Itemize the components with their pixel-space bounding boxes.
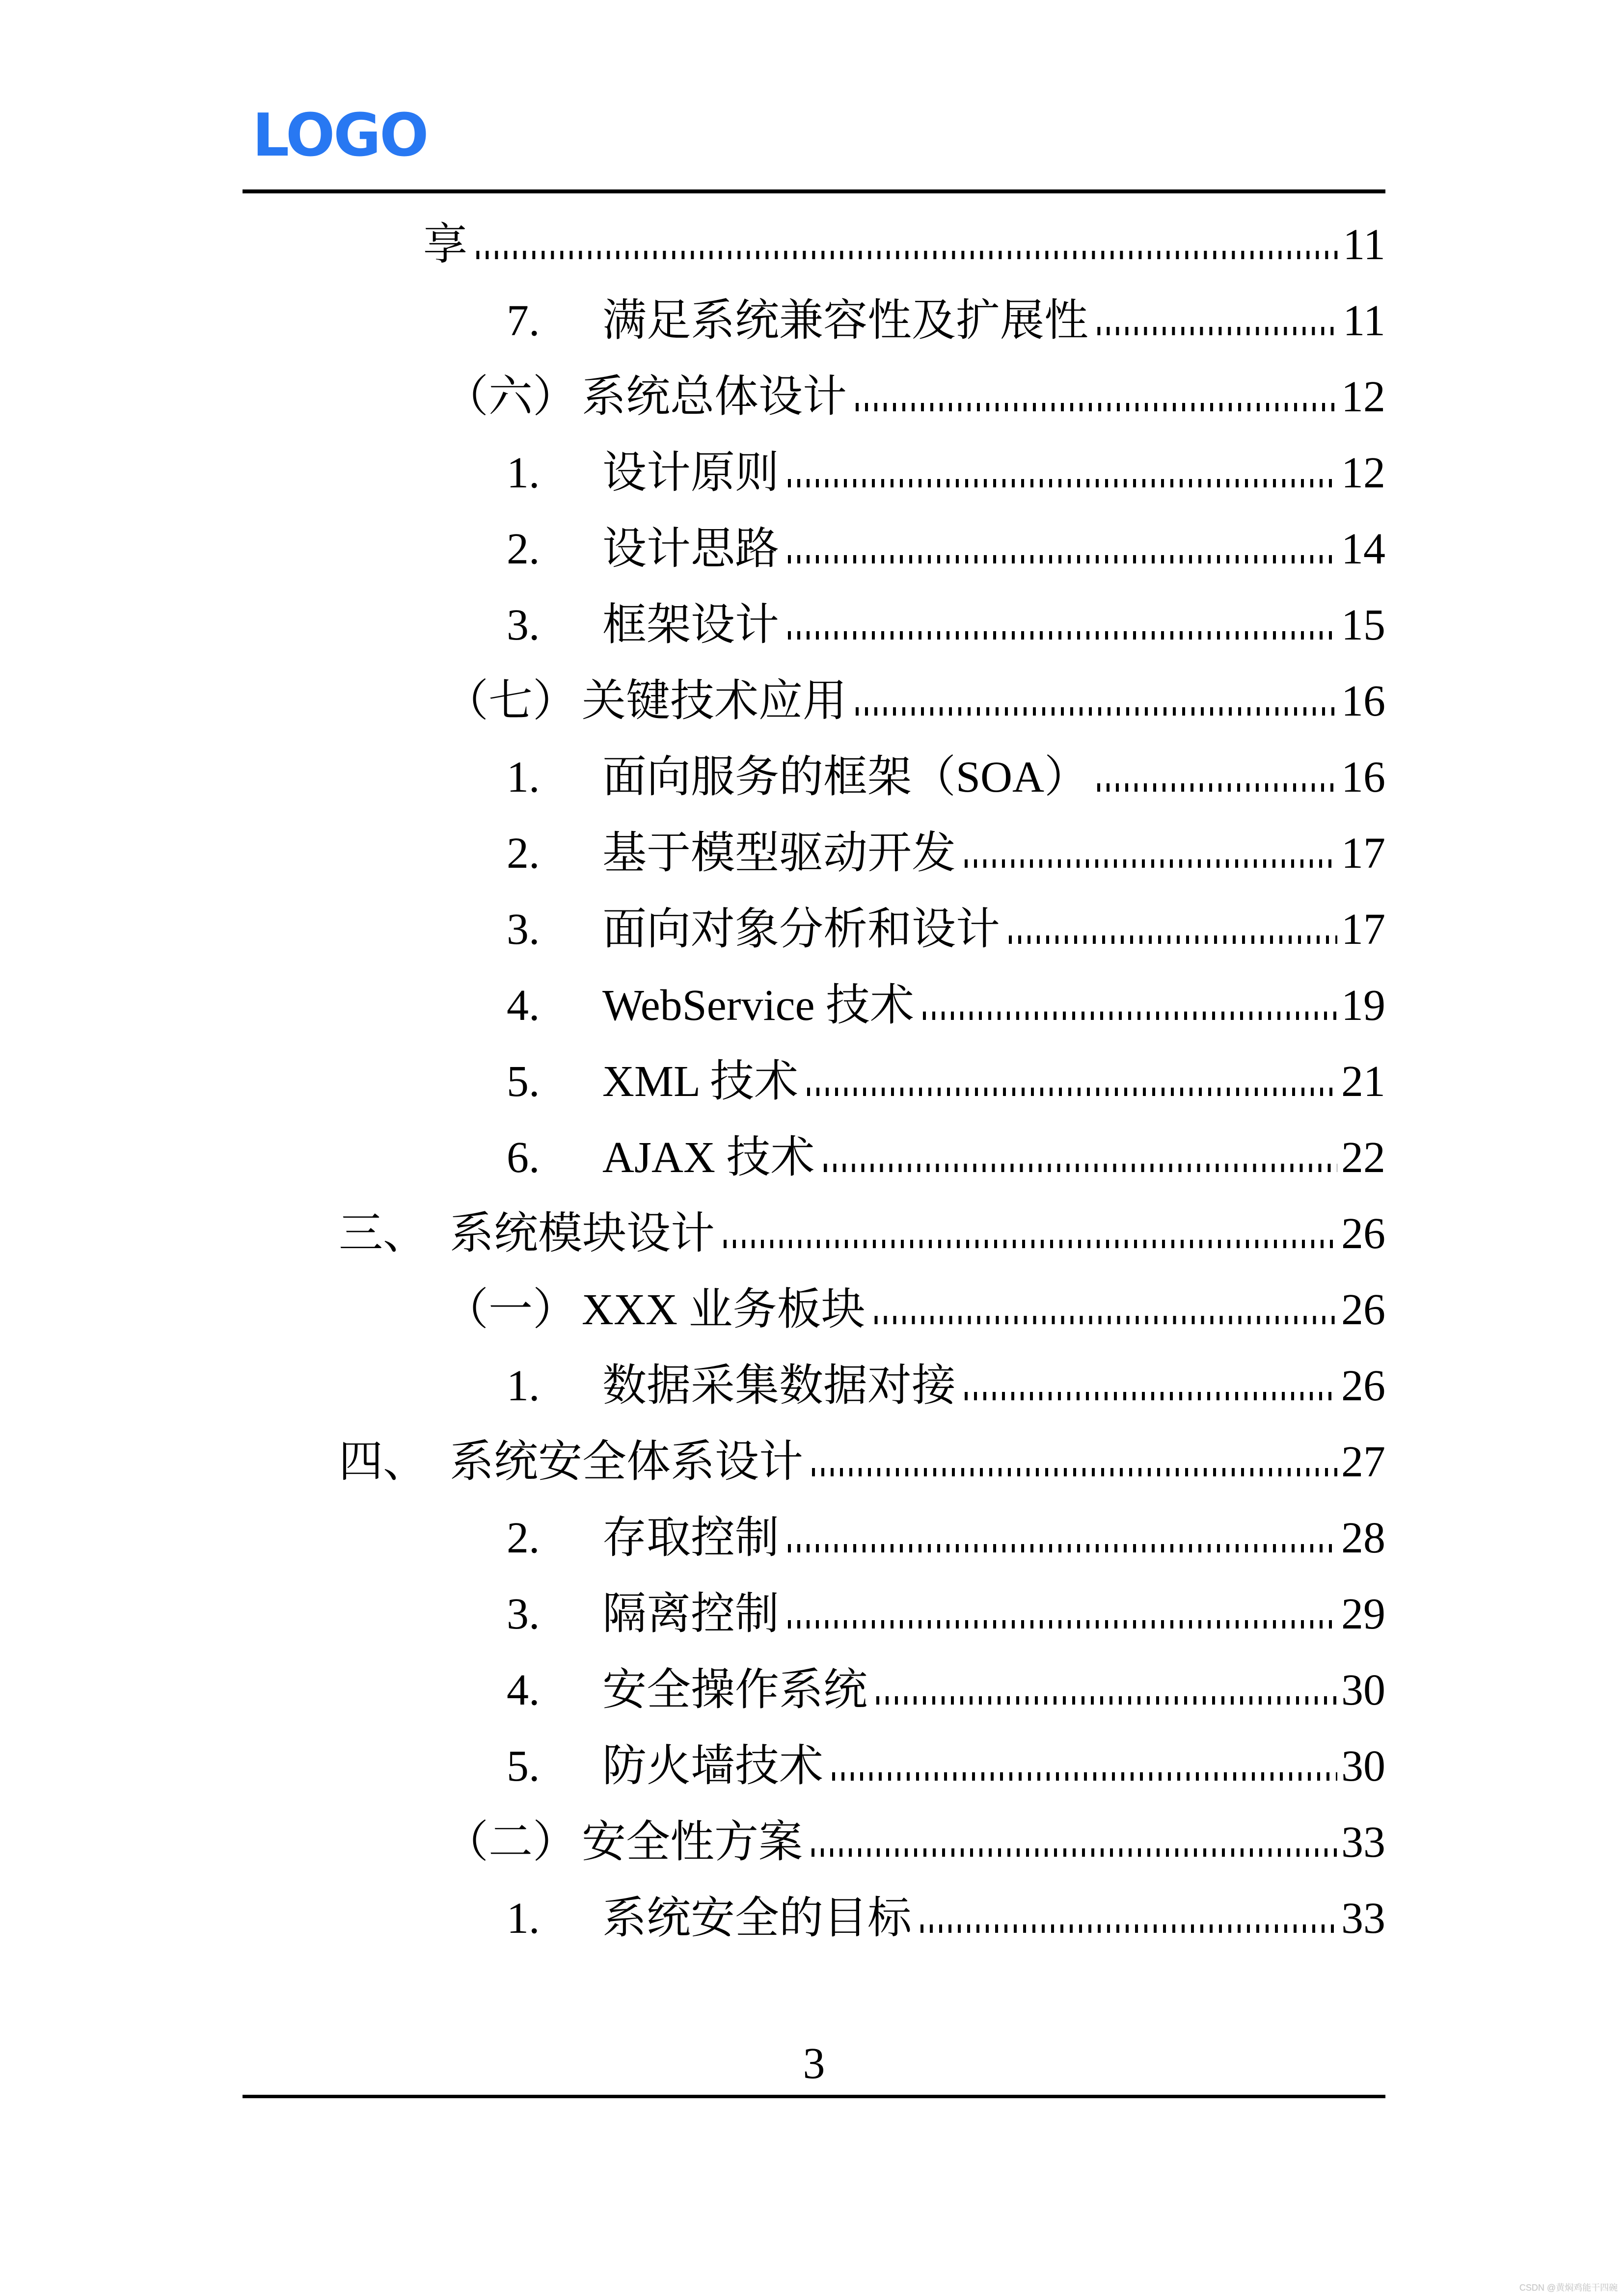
toc-entry-title: 面向服务的框架（SOA） [602, 753, 1089, 801]
toc-entry-page: 33 [1341, 1894, 1385, 1943]
toc-entry-number: 1. [507, 753, 540, 801]
toc-entry [243, 284, 1385, 360]
toc-entry [243, 1273, 1385, 1349]
toc-entry-page: 15 [1341, 601, 1385, 649]
toc-entry [243, 1882, 1385, 1958]
toc-entry [243, 208, 1385, 284]
toc-entry-title: 系统模块设计 [450, 1209, 715, 1258]
toc-entry [243, 1806, 1385, 1882]
toc-entry [243, 665, 1385, 741]
toc-entry-page: 30 [1341, 1666, 1385, 1714]
toc-entry-title: 享 [423, 220, 467, 269]
toc-entry-title: AJAX 技术 [602, 1133, 815, 1182]
toc-entry [243, 893, 1385, 969]
toc-entry-page: 21 [1341, 1057, 1385, 1106]
toc-entry-page: 26 [1341, 1285, 1385, 1334]
dot-leader [788, 631, 1337, 640]
toc-entry-title: 系统安全体系设计 [450, 1438, 803, 1486]
toc-entry-title: 安全操作系统 [602, 1666, 867, 1714]
toc-entry-page: 17 [1341, 905, 1385, 954]
toc-entry-title: 数据采集数据对接 [602, 1362, 956, 1410]
dot-leader [788, 1544, 1337, 1552]
dot-leader [812, 1468, 1337, 1476]
toc-entry [243, 1654, 1385, 1730]
toc-entry [243, 1045, 1385, 1121]
dot-leader [788, 555, 1337, 563]
dot-leader [824, 1164, 1337, 1172]
toc-entry-title: 隔离控制 [602, 1590, 779, 1638]
toc-entry [243, 436, 1385, 512]
toc-entry-page: 28 [1341, 1514, 1385, 1562]
toc-entry [243, 588, 1385, 665]
dot-leader [724, 1240, 1337, 1248]
toc-entry [243, 512, 1385, 588]
toc-entry-number: 5. [507, 1742, 540, 1790]
toc-entry [243, 1121, 1385, 1197]
toc-entry-page: 30 [1341, 1742, 1385, 1790]
toc-entry-number: （二） [444, 1818, 577, 1867]
toc-entry-number: （七） [444, 677, 577, 725]
toc-entry-page: 16 [1341, 753, 1385, 801]
company-logo: LOGO [252, 100, 428, 170]
toc-entry-page: 26 [1341, 1362, 1385, 1410]
toc-entry-number: 2. [507, 525, 540, 573]
toc-entry-number: 2. [507, 1514, 540, 1562]
toc-entry-page: 11 [1343, 220, 1385, 269]
toc-entry-title: 防火墙技术 [602, 1742, 823, 1790]
toc-entry-title: XML 技术 [602, 1057, 799, 1106]
dot-leader [856, 403, 1337, 411]
toc-entry-title: 系统安全的目标 [602, 1894, 912, 1943]
footer-divider [243, 2095, 1385, 2098]
dot-leader [832, 1772, 1337, 1781]
toc-entry-title: 存取控制 [602, 1514, 779, 1562]
toc-entry-number: 4. [507, 1666, 540, 1714]
toc-entry-page: 19 [1341, 981, 1385, 1030]
toc-entry [243, 741, 1385, 817]
dot-leader [965, 859, 1337, 868]
dot-leader [476, 251, 1339, 259]
toc-entry-title: 设计原则 [602, 449, 779, 497]
dot-leader [788, 479, 1337, 487]
toc-entry-number: （一） [444, 1285, 577, 1334]
toc-entry [243, 969, 1385, 1045]
toc-entry [243, 1577, 1385, 1654]
dot-leader [874, 1316, 1338, 1324]
dot-leader [812, 1848, 1337, 1857]
toc-entry-number: 1. [507, 1362, 540, 1410]
toc-entry-title: 面向对象分析和设计 [602, 905, 1000, 954]
toc-entry-page: 11 [1343, 296, 1385, 345]
dot-leader [1097, 783, 1337, 792]
dot-leader [920, 1924, 1337, 1933]
csdn-watermark: CSDN @黄焖鸡能干四碗 [1519, 2283, 1618, 2293]
toc-entry [243, 1197, 1385, 1273]
toc-entry-number: 1. [507, 449, 540, 497]
toc-entry-page: 27 [1341, 1438, 1385, 1486]
dot-leader [807, 1088, 1337, 1096]
toc-entry [243, 1425, 1385, 1501]
toc-entry-number: 2. [507, 829, 540, 878]
toc-entry-number: 6. [507, 1133, 540, 1182]
toc-entry-number: 7. [507, 296, 540, 345]
toc-entry-page: 12 [1341, 373, 1385, 421]
dot-leader [856, 707, 1337, 716]
dot-leader [1009, 935, 1337, 944]
toc-entry-page: 26 [1341, 1209, 1385, 1258]
toc-entry [243, 1730, 1385, 1806]
toc-entry-page: 29 [1341, 1590, 1385, 1638]
toc-entry-number: 1. [507, 1894, 540, 1943]
toc-entry-page: 17 [1341, 829, 1385, 878]
toc-entry-number: 5. [507, 1057, 540, 1106]
toc-entry-number: 3. [507, 905, 540, 954]
toc-entry-title: 框架设计 [602, 601, 779, 649]
toc-entry [243, 360, 1385, 436]
toc-entry-page: 12 [1341, 449, 1385, 497]
toc-entry [243, 1349, 1385, 1425]
toc-entry-page: 14 [1341, 525, 1385, 573]
toc-entry-title: 安全性方案 [582, 1818, 803, 1867]
toc-entry-title: 基于模型驱动开发 [602, 829, 956, 878]
toc-entry-title: 设计思路 [602, 525, 779, 573]
dot-leader [876, 1696, 1337, 1705]
dot-leader [788, 1620, 1337, 1629]
toc-entry-number: 3. [507, 601, 540, 649]
toc-entry-title: 满足系统兼容性及扩展性 [602, 296, 1088, 345]
toc-entry-number: 3. [507, 1590, 540, 1638]
dot-leader [923, 1012, 1337, 1020]
toc-entry-number: 三、 [339, 1209, 427, 1258]
toc-entry-number: 四、 [339, 1438, 427, 1486]
toc-entry [243, 1501, 1385, 1577]
page-number: 3 [803, 2039, 825, 2088]
toc-entry-page: 16 [1341, 677, 1385, 725]
toc-entry-number: 4. [507, 981, 540, 1030]
dot-leader [1097, 327, 1339, 335]
toc-entry-title: XXX 业务板块 [582, 1285, 866, 1334]
table-of-contents [243, 208, 1385, 1958]
header-divider [243, 189, 1385, 193]
toc-entry-title: WebService 技术 [602, 981, 915, 1030]
toc-entry-number: （六） [444, 373, 577, 421]
toc-entry [243, 817, 1385, 893]
dot-leader [965, 1392, 1337, 1400]
toc-entry-title: 系统总体设计 [582, 373, 847, 421]
toc-entry-page: 22 [1341, 1133, 1385, 1182]
toc-entry-title: 关键技术应用 [582, 677, 847, 725]
toc-entry-page: 33 [1341, 1818, 1385, 1867]
